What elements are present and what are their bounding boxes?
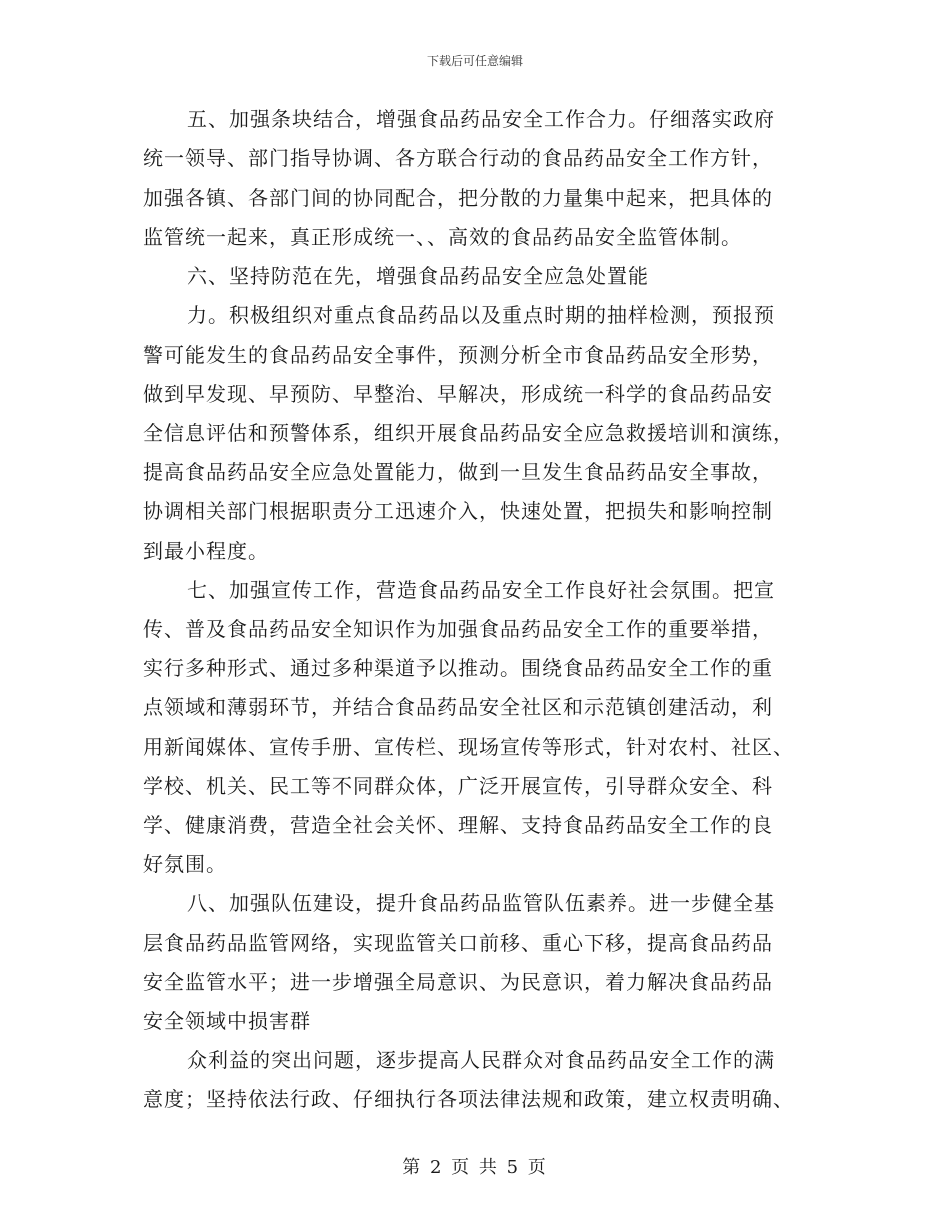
- p6-line-4: 做到早发现、早预防、早整治、早解决，形成统一科学的食品药品安: [143, 382, 773, 406]
- p7-line-3: 实行多种形式、通过多种渠道予以推动。围绕食品药品安全工作的重: [143, 656, 773, 680]
- p9-line-1: 众利益的突出问题，逐步提高人民群众对食品药品安全工作的满: [187, 1048, 775, 1072]
- p6-line-1: 六、坚持防范在先，增强食品药品安全应急处置能: [187, 264, 649, 288]
- p8-line-3: 安全监管水平；进一步增强全局意识、为民意识，着力解决食品药品: [143, 970, 773, 994]
- p7-line-6: 学校、机关、民工等不同群众体，广泛开展宣传，引导群众安全、科: [143, 774, 773, 798]
- p7-line-7: 学、健康消费，营造全社会关怀、理解、支持食品药品安全工作的良: [143, 813, 773, 837]
- p5-line-3: 加强各镇、各部门间的协同配合，把分散的力量集中起来，把具体的: [143, 186, 773, 210]
- p7-line-5: 用新闻媒体、宣传手册、宣传栏、现场宣传等形式，针对农村、社区、: [143, 735, 794, 759]
- p5-line-1: 五、加强条块结合，增强食品药品安全工作合力。仔细落实政府: [187, 107, 775, 131]
- p6-line-2: 力。积极组织对重点食品药品以及重点时期的抽样检测，预报预: [187, 303, 775, 327]
- p6-line-3: 警可能发生的食品药品安全事件，预测分析全市食品药品安全形势，: [143, 343, 773, 367]
- p5-line-4: 监管统一起来，真正形成统一、、高效的食品药品安全监管体制。: [143, 225, 742, 249]
- page-header: 下载后可任意编辑: [426, 54, 523, 68]
- p6-line-8: 到最小程度。: [143, 539, 269, 563]
- p6-line-6: 提高食品药品安全应急处置能力，做到一旦发生食品药品安全事故，: [143, 460, 773, 484]
- p6-line-5: 全信息评估和预警体系，组织开展食品药品安全应急救援培训和演练，: [143, 421, 794, 445]
- p7-line-8: 好氛围。: [143, 852, 227, 876]
- p7-line-4: 点领域和薄弱环节，并结合食品药品安全社区和示范镇创建活动，利: [143, 695, 773, 719]
- page-number: 第 2 页 共 5 页: [402, 1157, 548, 1178]
- p9-line-2: 意度；坚持依法行政、仔细执行各项法律法规和政策，建立权责明确、: [143, 1087, 794, 1111]
- p7-line-2: 传、普及食品药品安全知识作为加强食品药品安全工作的重要举措，: [143, 617, 773, 641]
- p7-line-1: 七、加强宣传工作，营造食品药品安全工作良好社会氛围。把宣: [187, 578, 775, 602]
- p5-line-2: 统一领导、部门指导协调、各方联合行动的食品药品安全工作方针，: [143, 146, 773, 170]
- p8-line-4: 安全领域中损害群: [143, 1009, 311, 1033]
- p8-line-1: 八、加强队伍建设，提升食品药品监管队伍素养。进一步健全基: [187, 891, 775, 915]
- p8-line-2: 层食品药品监管网络，实现监管关口前移、重心下移，提高食品药品: [143, 931, 773, 955]
- p6-line-7: 协调相关部门根据职责分工迅速介入，快速处置，把损失和影响控制: [143, 499, 773, 523]
